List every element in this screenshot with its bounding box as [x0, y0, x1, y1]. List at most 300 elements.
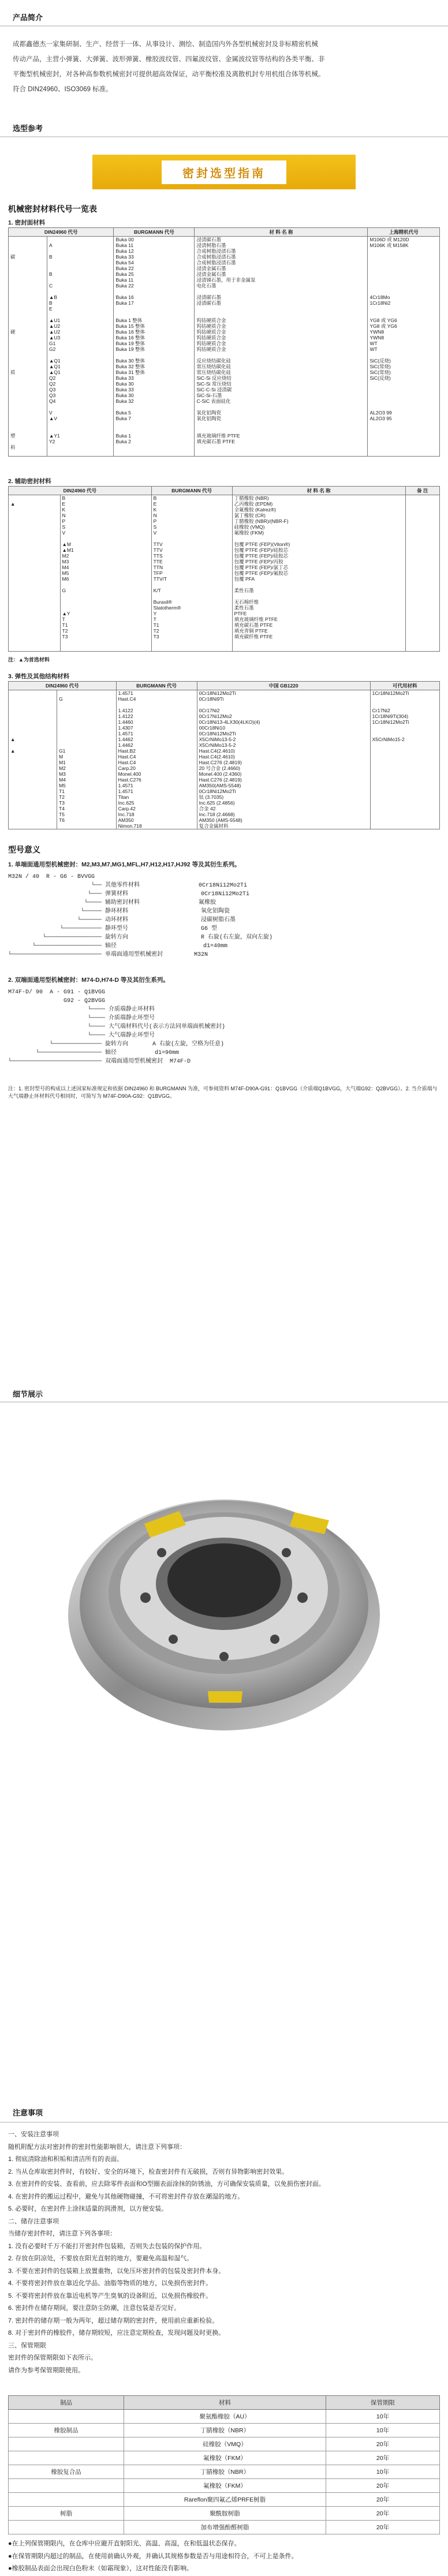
table-cell [370, 783, 439, 788]
table-cell [405, 507, 439, 513]
table-cell [370, 754, 439, 760]
table-cell: M5 [57, 783, 117, 788]
selection-title: 选型参考 [13, 124, 43, 133]
table-cell [197, 702, 370, 708]
table-cell: M5 [60, 570, 151, 576]
table-row [9, 518, 440, 524]
table-cell: 1Cr18Ni9Ti(304) [370, 713, 439, 719]
table-cell: C [47, 283, 114, 289]
table-cell [9, 2410, 124, 2424]
table-cell: 钨钴硬质合金 [195, 317, 368, 323]
table-row [9, 248, 440, 254]
table-cell [9, 237, 47, 243]
table-row [9, 536, 440, 541]
table-cell: B [60, 495, 151, 502]
table-cell: Buka 22 [114, 266, 195, 271]
table-cell [405, 582, 439, 588]
table-cell: B [47, 271, 114, 277]
table-cell [9, 513, 61, 518]
table-cell [232, 645, 405, 651]
table-cell: 0Cr18Ni9Ti [197, 696, 370, 702]
table-cell: Buraxil® [151, 599, 232, 605]
table-cell: Buka 11 [114, 277, 195, 283]
table-cell [114, 352, 195, 358]
table-cell: TFP [151, 570, 232, 576]
table-cell: TTV [151, 547, 232, 553]
table-cell: M2 [57, 765, 117, 771]
table-cell [60, 605, 151, 611]
table-cell [57, 731, 117, 736]
table-cell [60, 645, 151, 651]
table-cell: Buka 1 [114, 433, 195, 439]
table-cell [47, 444, 114, 450]
table-cell: 10年 [326, 2465, 440, 2479]
table-cell: K [151, 507, 232, 513]
table-cell: M4 [60, 564, 151, 570]
table-cell: M106K 或 M158K [368, 242, 440, 248]
divider [0, 25, 448, 27]
table-row [9, 541, 440, 547]
table-cell [9, 564, 61, 570]
table-cell: 电化石墨 [195, 283, 368, 289]
table-cell: 钛 (3.7035) [197, 794, 370, 800]
tail-note: ●橡胶制品表面会出现白色粉末（如霜现象），这对性能没有影响。 [8, 2565, 193, 2572]
table-cell [370, 794, 439, 800]
model-line: └─── 弹簧材料 0Cr18Ni12Mo2Ti [8, 891, 250, 898]
table-cell [9, 536, 61, 541]
table-cell [405, 541, 439, 547]
table-cell: ▲U1 [47, 317, 114, 323]
note-item: 一、安装注意事项 [8, 2131, 59, 2138]
table-cell: Buka 2 [114, 439, 195, 444]
table-cell: N [60, 513, 151, 518]
table-header: BURGMANN 代号 [114, 228, 195, 237]
table-cell: TTS [151, 553, 232, 559]
table-cell [370, 742, 439, 748]
table-row [9, 765, 440, 771]
table-row [9, 352, 440, 358]
table-cell [47, 450, 114, 456]
table-cell: Buka 22 [114, 283, 195, 289]
table-row [9, 742, 440, 748]
note-item: 1. 没有必要时千万不能打开密封件包装箱，否则失去包装的保护作用。 [8, 2242, 206, 2250]
table-row [9, 748, 440, 754]
table-cell: 0Cr18Ni12Mo2Ti [197, 690, 370, 697]
table-row [9, 794, 440, 800]
table-row [9, 421, 440, 427]
table-cell [9, 622, 61, 628]
table-cell [9, 358, 47, 364]
table-cell: V [60, 530, 151, 536]
table-cell [114, 306, 195, 312]
table-cell: 氯丁橡胶 (CR) [232, 513, 405, 518]
note-item: 5. 不要将密封件放在靠近电机等产生臭氧的设备附近，以免损伤橡胶件。 [8, 2292, 212, 2300]
table-cell [9, 731, 57, 736]
table-cell [9, 375, 47, 381]
table-row [9, 513, 440, 518]
table-cell [9, 645, 61, 651]
table-cell [9, 260, 47, 266]
table-cell: 浸渍碳石墨 [195, 294, 368, 300]
table-cell [9, 771, 57, 777]
divider [0, 1401, 448, 1403]
table-cell [9, 582, 61, 588]
table-cell: Buka 16 整体 [114, 335, 195, 341]
table-cell: Y [151, 611, 232, 616]
table-cell: X5CrNiMo13-5-2 [197, 742, 370, 748]
table-cell: ▲ [9, 748, 57, 754]
table-cell [9, 806, 57, 812]
table-cell [370, 823, 439, 829]
table-cell [114, 444, 195, 450]
table-cell: WT [368, 346, 440, 352]
model-line: └── 其他零件材料 0Cr18Ni12Mo2Ti [8, 883, 248, 889]
table-cell: 丁腈橡胶 (NBR)/(NBR-F) [232, 518, 405, 524]
divider [0, 136, 448, 137]
table-cell: SiC(常烧) [368, 364, 440, 369]
table-row [9, 329, 440, 335]
table-cell [370, 771, 439, 777]
divider [0, 2122, 448, 2123]
table-cell: 钨钴硬质合金 [195, 335, 368, 341]
table-row [9, 375, 440, 381]
table-cell: Monel.400 (2.4360) [197, 771, 370, 777]
table-cell: 常压烧结碳化硅 [195, 364, 368, 369]
table-cell [405, 530, 439, 536]
table-cell [405, 513, 439, 518]
intro-line: 成都鑫德杰一家集研制、生产、经营于一体、从事设计、测绘、制造国内外各型机械密封及非标精密机械 [13, 41, 318, 48]
table-row [9, 416, 440, 421]
note-item: 7. 密封件的储存期一般为两年，超过储存期的密封件，使用前应重新检验。 [8, 2317, 219, 2324]
table-row [9, 783, 440, 788]
table-cell [60, 582, 151, 588]
table-cell [9, 713, 57, 719]
table-cell: 浸渍树脂石墨 [195, 242, 368, 248]
table-cell [9, 524, 61, 530]
table-cell [9, 559, 61, 564]
table-cell [9, 277, 47, 283]
table-row [9, 760, 440, 765]
table-cell: Hast.C276 (2.4819) [197, 777, 370, 783]
note-item: 请作为参考保管期限使用。 [8, 2366, 84, 2374]
table-row [9, 599, 440, 605]
table-cell [151, 640, 232, 645]
table-cell: AM350(AMS-5548) [197, 783, 370, 788]
table-cell: 0Cr18Ni12Mo2Ti [197, 788, 370, 794]
note-item: 2. 存放在阴凉处，不要放在阳光直射的地方，要避免高温和湿气。 [8, 2255, 193, 2262]
table-cell: X5CrNiMo15-2 [370, 736, 439, 742]
table-cell: 合成树脂浸渍石墨 [195, 254, 368, 260]
model-line: └──── 大气端静止环型号 [8, 1033, 155, 1039]
table-header: 材料 [124, 2396, 326, 2410]
table-row [9, 335, 440, 341]
table-cell: 填充玻璃纤维 PTFE [232, 616, 405, 622]
table-cell: 氧化铝陶瓷 [195, 410, 368, 416]
model-line: └────────────────────────── 双端面通用型机械密封 M74F-D [8, 1059, 191, 1065]
table-cell: Buka 5 [114, 410, 195, 416]
table-cell: ▲B [47, 294, 114, 300]
table-cell: Buka 1 整体 [114, 317, 195, 323]
table-cell [60, 599, 151, 605]
table-cell [405, 634, 439, 640]
table-cell [405, 518, 439, 524]
table-cell [9, 588, 61, 593]
table-cell: Buka 19 整体 [114, 341, 195, 346]
table-header: BURGMANN 代号 [116, 682, 197, 690]
table-row [9, 341, 440, 346]
table-cell: ▲V [47, 416, 114, 421]
note-item: 三、保管期限 [8, 2342, 46, 2349]
table-cell [9, 611, 61, 616]
table-cell: Buka 33 [114, 254, 195, 260]
table-cell [9, 541, 61, 547]
table-cell: 氟橡胶（FKM） [124, 2451, 326, 2465]
table-cell: K [60, 507, 151, 513]
table-cell: Hast.C4(2.4610) [197, 748, 370, 754]
table-cell [9, 404, 47, 410]
table-cell: T4 [57, 806, 117, 812]
table-row [9, 266, 440, 271]
table-cell: 聚酰胺树脂 [124, 2507, 326, 2521]
table-cell [47, 260, 114, 266]
table-cell [368, 260, 440, 266]
table-cell [370, 788, 439, 794]
table-header: 制品 [9, 2396, 124, 2410]
table-cell [370, 765, 439, 771]
table-cell [368, 392, 440, 398]
model-line: └────── 动环材料 浸碳树脂石墨 [8, 917, 236, 924]
table-cell: Q2 [47, 381, 114, 387]
table-cell: 包覆 PFA [232, 576, 405, 582]
table-cell: E [60, 501, 151, 507]
table-row [9, 622, 440, 628]
storage-table [8, 2395, 440, 2534]
table-cell: AM350 [116, 817, 197, 823]
model-meaning-title: 型号意义 [8, 845, 40, 854]
table-cell [405, 559, 439, 564]
table-cell: 填充碳石墨 PTFE [232, 622, 405, 628]
table-row [9, 564, 440, 570]
table-row [9, 524, 440, 530]
model-line: M74F-D/ 90 A - G91 - Q1BVGG [8, 989, 106, 996]
table-row [9, 364, 440, 369]
table-cell [405, 501, 439, 507]
table-cell: M [57, 754, 117, 760]
table-row [9, 450, 440, 456]
table-cell [9, 242, 47, 248]
table-cell [57, 708, 117, 713]
table-row [9, 553, 440, 559]
table-cell [9, 495, 61, 502]
table-cell: 1.4307 [116, 725, 197, 731]
table-cell [368, 352, 440, 358]
table-cell [9, 387, 47, 392]
table-cell: T5 [57, 812, 117, 817]
table-row [9, 507, 440, 513]
table-cell: 橡胶制品 [9, 2424, 124, 2437]
table-cell: Nimon.718 [116, 823, 197, 829]
table-cell: B [47, 300, 114, 306]
table-row [9, 410, 440, 416]
note-item: 3. 不要在密封件的包装箱上放置重物，以免压坏密封件的包装及密封件本身。 [8, 2267, 225, 2275]
model-diagram-double [8, 988, 225, 1066]
table-cell: Hast.C276 (2.4819) [197, 760, 370, 765]
table-cell [370, 748, 439, 754]
table-cell [368, 450, 440, 456]
table-cell [9, 570, 61, 576]
table-cell [47, 289, 114, 294]
model-line: └────────────────── 轴径 d1=90mm [8, 1050, 180, 1056]
table-row [9, 690, 440, 697]
table-cell [57, 742, 117, 748]
table-cell: M3 [60, 559, 151, 564]
table-cell: 1.4460 [116, 719, 197, 725]
table-cell: V [47, 410, 114, 416]
table-cell: 包覆 PTFE (FEP)/硅胶芯 [232, 553, 405, 559]
table-cell: 填充碳纤维 PTFE [232, 634, 405, 640]
table-cell: M1 [57, 760, 117, 765]
table-cell: S [60, 524, 151, 530]
table-cell [9, 283, 47, 289]
model-line: └──── 大气端材料代号(表示方法同单端面机械密封) [8, 1024, 226, 1030]
table-row [9, 702, 440, 708]
table-cell: Carp.20 [116, 765, 197, 771]
table-cell [9, 317, 47, 323]
table-cell: 硬 [9, 329, 47, 335]
table-cell: T1 [60, 622, 151, 628]
table-cell: Y2 [47, 439, 114, 444]
table-cell [60, 593, 151, 599]
table-cell [9, 507, 61, 513]
table-cell [47, 237, 114, 243]
table-cell: 树脂 [9, 2507, 124, 2521]
table-cell: 0Cr18Ni12Mo2Ti [197, 731, 370, 736]
table-cell [57, 719, 117, 725]
table-cell: 10年 [326, 2424, 440, 2437]
table-row [9, 582, 440, 588]
table-cell: 氧化铝陶瓷 [195, 416, 368, 421]
table-cell: T [60, 616, 151, 622]
note-item: 密封件的保管期限如下表所示。 [8, 2354, 97, 2361]
table-cell [405, 553, 439, 559]
table-cell [151, 536, 232, 541]
table-cell: K/T [151, 588, 232, 593]
table-cell: Hast.B2 [116, 748, 197, 754]
table-cell [47, 277, 114, 283]
table-row [9, 2507, 440, 2521]
table-cell: 常压烧结碳化硅 [195, 369, 368, 375]
model-s2: 2. 双端面通用型机械密封：M74-D,H74-D 等及其衍生系列。 [8, 977, 169, 984]
table-cell [57, 736, 117, 742]
table-cell: Hast.C4 [116, 754, 197, 760]
table-row [9, 2479, 440, 2493]
table-row [9, 2437, 440, 2451]
table-row [9, 588, 440, 593]
table-cell [114, 450, 195, 456]
table-cell: YG8 或 YG6 [368, 323, 440, 329]
table-cell [405, 616, 439, 622]
table-cell: 硅橡胶 (VMQ) [232, 524, 405, 530]
table-cell [9, 271, 47, 277]
table-cell: M4 [57, 777, 117, 783]
table-cell: B [151, 495, 232, 502]
table-cell: 20 号合金 (2.4660) [197, 765, 370, 771]
model-line: └──────────────── 旋转方向 R 右旋(右左旋，双向左旋) [8, 934, 273, 941]
table-row [9, 317, 440, 323]
table-cell [195, 352, 368, 358]
table-header: 上海精机代号 [368, 228, 440, 237]
table-cell [370, 777, 439, 783]
selection-banner [92, 155, 356, 189]
table-cell: 复合金属材料 [197, 823, 370, 829]
intro-paragraph [13, 37, 434, 97]
table-cell: 氟橡胶（FKM） [124, 2479, 326, 2493]
table-row [9, 725, 440, 731]
table-cell [370, 760, 439, 765]
table-cell: Buka 25 [114, 271, 195, 277]
table-cell: ▲ [9, 736, 57, 742]
note-item: 随机附配方法对密封件的密封性能影响很大，请注意下列事项： [8, 2143, 186, 2151]
table-cell [195, 312, 368, 317]
table-cell: V [151, 530, 232, 536]
table-cell: 1Cr18Ni12Mo2Ti [370, 719, 439, 725]
table-cell: 20年 [326, 2437, 440, 2451]
table-cell: ▲Y1 [47, 433, 114, 439]
table-cell: Q3 [47, 387, 114, 392]
table-cell: Monel.400 [116, 771, 197, 777]
table-cell [9, 719, 57, 725]
table-row [9, 260, 440, 266]
table-row [9, 300, 440, 306]
table-row [9, 570, 440, 576]
table-cell [368, 312, 440, 317]
mechanical-seal-photo [64, 1460, 384, 1737]
table-cell [60, 536, 151, 541]
table-cell: 20年 [326, 2479, 440, 2493]
table-cell: C-SiC 表面硅化 [195, 398, 368, 404]
table-cell [370, 812, 439, 817]
table-cell: M6 [60, 576, 151, 582]
table-cell: PTFE [232, 611, 405, 616]
table-cell [405, 628, 439, 634]
table-cell [368, 306, 440, 312]
table-cell: 硅橡胶（VMQ） [124, 2437, 326, 2451]
table-cell: 反应烧结碳化硅 [195, 358, 368, 364]
table-cell [114, 427, 195, 433]
table-cell: Cr17Ni2 [370, 708, 439, 713]
table-cell [9, 812, 57, 817]
table-cell [47, 312, 114, 317]
table-cell [9, 2451, 124, 2465]
table-cell: 浸渍碳石墨 [195, 237, 368, 243]
table-cell [9, 690, 57, 697]
table-cell: 浸渍金属石墨 [195, 266, 368, 271]
table-cell [370, 702, 439, 708]
table-cell: 00Cr18Ni10 [197, 725, 370, 731]
table-cell [368, 404, 440, 410]
table-cell: Inc.625 [116, 800, 197, 806]
table-cell [9, 450, 47, 456]
table-cell: 20年 [326, 2493, 440, 2507]
table-cell: 1.4122 [116, 713, 197, 719]
table-row [9, 271, 440, 277]
table-cell [9, 2437, 124, 2451]
table-cell [9, 599, 61, 605]
table-cell: T2 [60, 628, 151, 634]
table-cell: G2 [47, 346, 114, 352]
table-cell: Buka 11 [114, 242, 195, 248]
table-cell: Buka 16 整体 [114, 329, 195, 335]
